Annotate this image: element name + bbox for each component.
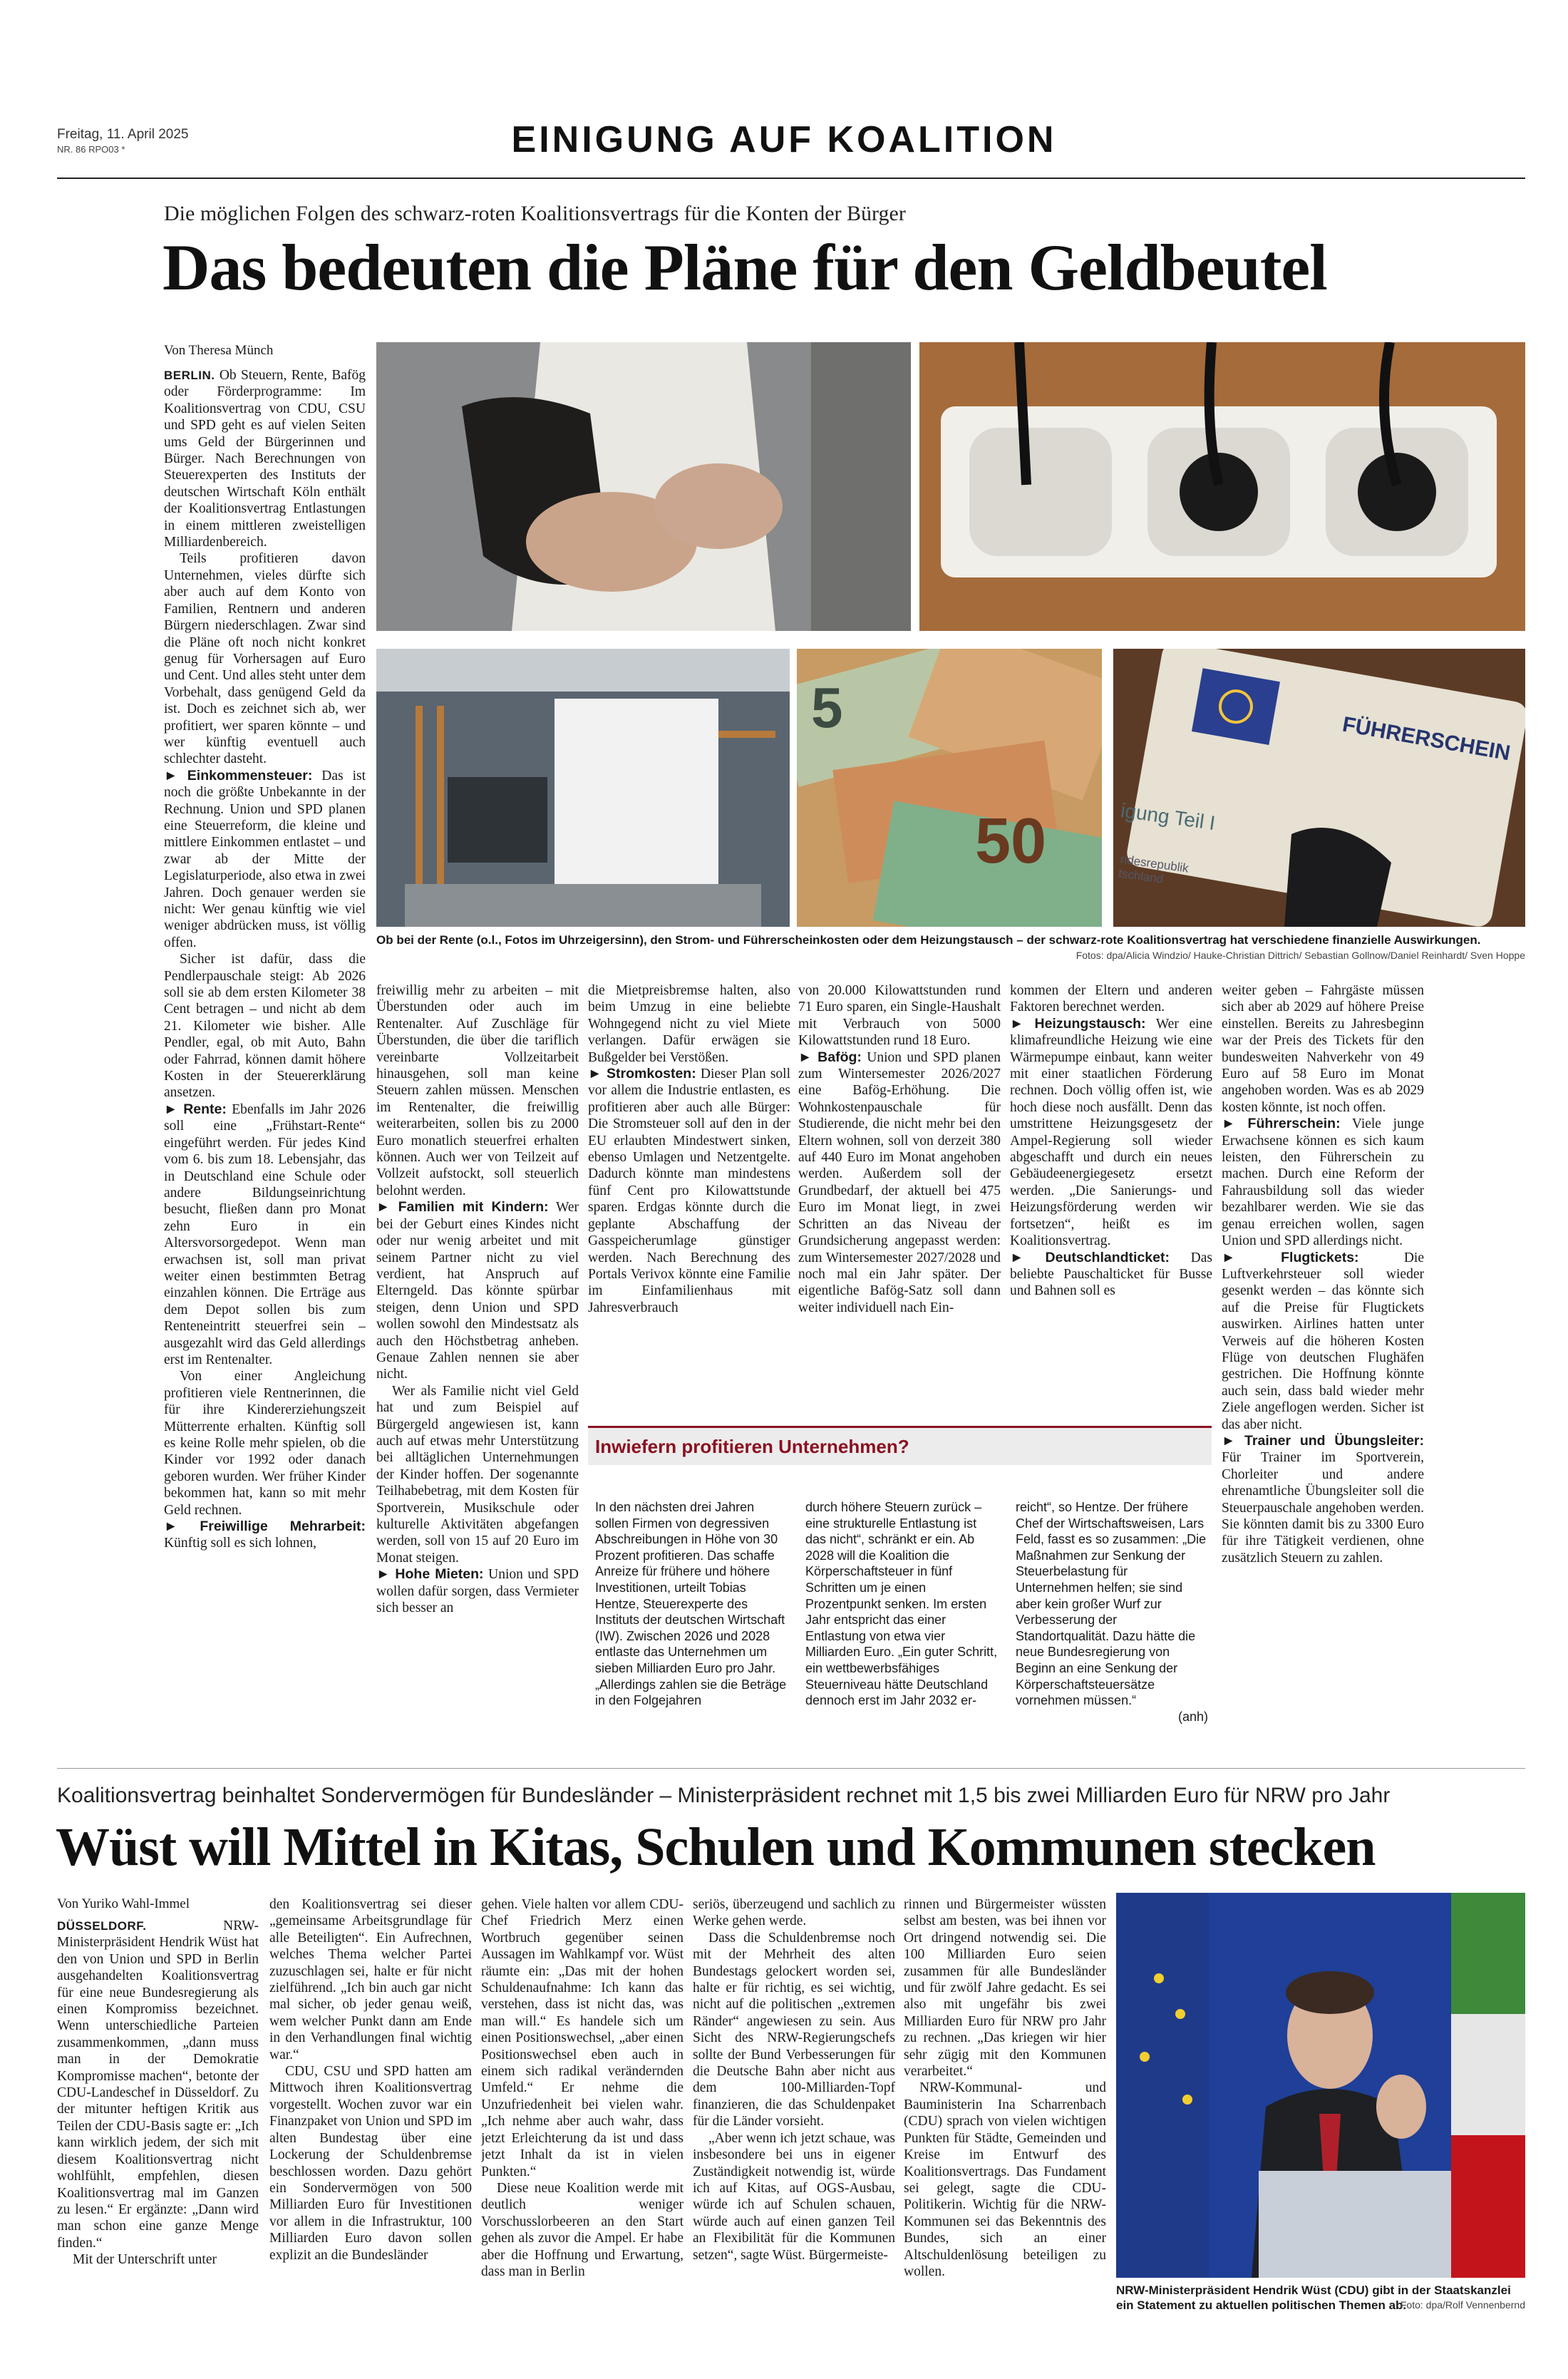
license-text: FÜHRERSCHEIN (1341, 712, 1512, 766)
header-rule (57, 178, 1525, 179)
paragraph: gehen. Viele halten vor allem CDU-Chef Friedrich Merz einen Wortbruch gegenüber seinen Aussagen im Wahlkampf vor. Wüst räumte ein: „Das mit der hohen Schuldenaufnahme: Ich kann das verstehen, dass ist nicht das, was man will.“ Es handele sich um einen Positionswechsel, „aber einen Positionswechsel eben auch in einem sich radikal verändernden Umfeld.“ Er nehme die Unzufriedenheit bei vielen wahr. „Ich nehme aber auch wahr, dass jetzt Erleichterung da ist und dass jetzt Inhalt da ist in vielen Punkten.“ (481, 1897, 684, 2179)
paragraph: Das ist noch die größte Unbekannte in der Rechnung. Union und SPD planen eine Steuerreform, die kleine und mittlere Einkommen entlastet – und zwar ab der Mitte der Legislaturperiode, also etwa in zwei Jahren. Doch genauer werden sie nicht: Wer genau künftig wie viel weniger abdrücken muss, ist völlig offen. (164, 768, 366, 950)
photo-banknotes (797, 649, 1102, 927)
license-text-2: igung Teil I (1119, 798, 1217, 835)
photo-license (1113, 649, 1525, 927)
paragraph: Für Trainer im Sportverein, Chorleiter und andere ehrenamtliche Übungsleiter soll die Steuerpauschale angehoben werden. Sie könnten damit bis zu 3300 Euro für ihre Tätigkeit verdienen, ohne zusätzlich Steuern zu zahlen. (1222, 1450, 1424, 1566)
article1-column-4 (798, 982, 1001, 1410)
photo-wallet (376, 342, 911, 631)
subhead: ► Bafög: (798, 1049, 862, 1065)
article2-column-4 (693, 1896, 895, 2324)
paragraph: Die Luftverkehrsteuer soll wieder gesenkt werden – das könnte sich auf die Preise für Flugtickets auswirken. Airlines hatten unter Verweis auf die höheren Kosten Flüge von deutschen Flughäfen gestrichen. Die Hoffnung könnte auch sein, dass bald wieder mehr Ziele angeflogen werden. Sicher ist das aber nicht. (1222, 1250, 1424, 1432)
paragraph: Wer bei der Geburt eines Kindes nicht oder nur wenig arbeitet und mit seinem Partner nicht zu viel verdient, hat Anspruch auf Elterngeld. Das könnte spürbar steigen, denn Union und SPD wollen sowohl den Mindestsatz als auch den Höchstbetrag anheben. Genaue Zahlen nennen sie aber nicht. (376, 1200, 579, 1382)
photo-credit: Fotos: dpa/Alicia Windzio/ Hauke-Christian Dittrich/ Sebastian Gollnow/Daniel Reinhardt/ Sven Hoppe (1076, 950, 1525, 961)
article2-column-5 (904, 1896, 1106, 2324)
article1-column-1 (164, 367, 366, 1754)
svg-text:50: 50 (975, 806, 1047, 877)
subhead: ► Führerschein: (1222, 1116, 1341, 1132)
author-initials: (anh) (1177, 1709, 1208, 1724)
license-text-3: ndesrepublik tschland (1118, 852, 1190, 886)
article2-column-2 (269, 1896, 472, 2324)
paragraph: Das beliebte Pauschalticket für Busse und Bahnen soll es (1010, 1250, 1212, 1299)
subhead: ► Einkommensteuer: (164, 767, 313, 783)
subhead: ► Flugtickets: (1222, 1249, 1359, 1265)
info-box-title: Inwiefern profitieren Unternehmen? (588, 1428, 1212, 1465)
paragraph: Dass die Schuldenbremse noch mit der Mehrheit des alten Bundestags gelockert worden sei, halte er für richtig, es sei wichtig, nicht auf die politischen „extremen Ränder“ angewiesen zu sein. Aus Sicht des NRW-Regierungschefs sollte der Bund Verbesserungen für die Deutsche Bahn aber nicht aus dem 100-Milliarden-Topf finanzieren, die das Schuldenpaket für die Länder vorsieht. (693, 1930, 895, 2129)
article2-column-1 (57, 1918, 259, 2324)
paragraph: weiter geben – Fahrgäste müssen sich aber ab 2029 auf höhere Preise einstellen. Bereits zu Jahresbeginn war der Preis des Tickets für den bundesweiten Nahverkehr von 49 Euro auf 58 Euro im Monat angehoben worden. Was es ab 2029 kosten könnte, ist noch offen. (1222, 983, 1424, 1115)
article1-column-5 (1010, 982, 1212, 1410)
photo-wuest-credit: Foto: dpa/Rolf Vennenbernd (1400, 2299, 1525, 2311)
paragraph: Teils profitieren davon Unternehmen, vieles dürfte sich aber auch auf dem Konto von Familien, Rentnern und anderen Bürgern niederschlagen. Zwar sind die Pläne oft noch nicht konkret genug für Vorhersagen auf Euro und Cent. Und alles steht unter dem Vorbehalt, dass genügend Geld da ist. Doch es zeichnet sich ab, wer profitiert, wer sparen könnte – und wer künftig eventuell auch schlechter dasteht. (164, 551, 366, 767)
article-separator (57, 1768, 1525, 1769)
paragraph: die Mietpreisbremse halten, also beim Umzug in eine beliebte Wohngegend nicht zu viel Miete verlangen. Dafür erwägen sie Bußgelder bei Verstößen. (588, 983, 790, 1065)
paragraph: Ebenfalls im Jahr 2026 soll eine „Frühstart-Rente“ eingeführt werden. Für jedes Kind vom 6. bis zum 18. Lebensjahr, das in Deutschland eine Schule oder andere Bildungseinrichtung besucht, fließen dann pro Monat zehn Euro in ein Altersvorsorgedepot. Wenn man erwachsen ist, soll man privat weiter einen bestimmten Betrag einzahlen können. Die Erträge aus dem Depot sollen bis zum Renteneintritt steuerfrei sein – ausgezahlt wird das Geld allerdings erst im Rentenalter. (164, 1101, 366, 1367)
paragraph: seriös, überzeugend und sachlich zu Werke gehen werde. (693, 1897, 895, 1929)
info-box-column-3 (1016, 1499, 1208, 1756)
paragraph: „Aber wenn ich jetzt schaue, was insbesondere bei uns in eigener Zuständigkeit notwendig ist, würde ich auf Kitas, auf OGS-Ausbau, würde ich auf Schulen schauen, würde auch auf einen ganzen Teil an Flexibilität für die Kommunen setzen“, sagte Wüst. Bürgermeiste- (693, 2130, 895, 2263)
paragraph: Sicher ist dafür, dass die Pendlerpauschale steigt: Ab 2026 soll sie ab dem ersten Kilometer 38 Cent betragen – und nicht ab dem 21. Kilometer wie bisher. Alle Pendler, egal, ob mit Auto, Bahn oder Fahrrad, können damit höhere Kosten in der Steuererklärung ansetzen. (164, 952, 366, 1101)
subhead: ► Hohe Mieten: (376, 1566, 484, 1583)
paragraph: kommen der Eltern und anderen Faktoren berechnet werden. (1010, 983, 1212, 1015)
paragraph: NRW-Kommunal- und Bauministerin Ina Scharrenbach (CDU) sprach von vielen wichtigen Punkten für Städte, Gemeinden und Kreise im Entwurf des Koalitionsvertrags. Das Fundament sei gelegt, sagte die CDU-Politikerin. Wichtig für die NRW-Kommunen sei das Bekenntnis des Bundes, sich an einer Altschuldenlösung beteiligen zu wollen. (904, 2080, 1106, 2279)
paragraph: Ob Steuern, Rente, Bafög oder Förderprogramme: Im Koalitionsvertrag von CDU, CSU und SPD geht es auf vielen Seiten ums Geld der Bürgerinnen und Bürger. Nach Berechnungen von Steuerexperten des Instituts der deutschen Wirtschaft Köln enthält der Koalitionsvertrag Entlastungen in einem mittleren zweistelligen Milliardenbereich. (164, 368, 366, 550)
subhead: ► Stromkosten: (588, 1066, 696, 1082)
issue-edition: NR. 86 RPO03 * (57, 144, 125, 155)
paragraph: den Koalitionsvertrag sei dieser „gemeinsame Arbeitsgrundlage für alle Beteiligten“. Ein Aufrechnen, welches Thema welcher Partei zuzuschlagen sei, halte er für nicht zielführend. „Ich bin auch gar nicht mal sicher, ob jeder genau weiß, wem welcher Punkt dann am Ende in den Verhandlungen final wichtig war.“ (269, 1897, 472, 2062)
photo-wuest-caption: NRW-Ministerpräsident Hendrik Wüst (CDU) gibt in der Staatskanzlei ein Statement zu aktuellen politischen Themen ab. (1116, 2283, 1511, 2312)
info-box-column-1: In den nächsten drei Jahren sollen Firmen von degressiven Abschreibungen in Höhe von 30 Prozent profitieren. Das schaffe Anreize für frühere und höhere Investitionen, urteilt Tobias Hentze, Steuerexperte des Instituts der deutschen Wirtschaft (IW). Zwischen 2026 und 2028 entlaste das Unternehmen um sieben Milliarden Euro pro Jahr. „Allerdings zahlen sie die Beträge in den Folgejahren (595, 1500, 787, 1708)
issue-date: Freitag, 11. April 2025 (57, 127, 189, 142)
paragraph: Künftig soll es sich lohnen, (164, 1536, 316, 1551)
article2-headline: Wüst will Mittel in Kitas, Schulen und Kommunen stecken (56, 1817, 1376, 1877)
section-title: EINIGUNG AUF KOALITION (511, 119, 1057, 160)
paragraph: Diese neue Koalition werde mit deutlich weniger Vorschusslorbeeren an den Start gehen als zuvor die Ampel. Er habe aber die Hoffnung und Erwartung, dass man in Berlin (481, 2180, 684, 2279)
subhead: ► Freiwillige Mehrarbeit: (164, 1519, 366, 1535)
paragraph: NRW-Ministerpräsident Hendrik Wüst hat den von Union und SPD in Berlin ausgehandelten Koalitionsvertrag für eine neue Bundesregierung als einen Kompromiss bezeichnet. Wenn unterschiedliche Parteien zusammenkommen, „dann muss man in der Demokratie Kompromisse machen“, betonte der CDU-Landeschef in Düsseldorf. Zu der mitunter heftigen Kritik aus Teilen der CDU-Basis sagte er: „Ich kann wirklich jedem, der sich mit diesem Koalitionsvertrag nicht wohlfühlt, empfehlen, diesen Koalitionsvertrag mal im Ganzen zu lesen.“ Er ergänzte: „Dann wird man schon eine ganze Menge finden.“ (57, 1918, 259, 2251)
paragraph: Union und SPD planen zum Wintersemester 2026/2027 eine Bafög-Erhöhung. Die Wohnkostenpauschale für Studierende, die nicht mehr bei den Eltern wohnen, soll von derzeit 380 auf 440 Euro im Monat angehoben werden. Außerdem soll der Grundbedarf, der aktuell bei 475 Euro im Monat liegt, in zwei Schritten an das Niveau der Grundsicherung angepasst werden: zum Wintersemester 2027/2028 und noch mal ein Jahr später. Der eigentliche Bafög-Satz soll dann weiter individuell nach Ein- (798, 1049, 1001, 1315)
photo-heating (376, 649, 790, 927)
article2-byline: Von Yuriko Wahl-Immel (57, 1896, 190, 1911)
subhead: ► Deutschlandticket: (1010, 1249, 1170, 1265)
paragraph: Mit der Unterschrift unter (73, 2252, 217, 2268)
paragraph: Viele junge Erwachsene können es sich kaum leisten, den Führerschein zu machen. Durch eine Reform der Fahrausbildung soll das wieder bezahlbarer werden. Wie sie das genau erreichen wollen, sagen Union und SPD allerdings nicht. (1222, 1116, 1424, 1249)
dateline: BERLIN. (164, 369, 215, 382)
paragraph: CDU, CSU und SPD hatten am Mittwoch ihren Koalitionsvertrag vorgestellt. Wochen zuvor war ein Finanzpaket von Union und SPD im alten Bundestag über eine Lockerung der Schuldenbremse beschlossen worden. Dazu gehört ein Sondervermögen von 500 Milliarden Euro für Investitionen vor allem in die Infrastruktur, 100 Milliarden Euro davon sollen explizit an die Bundesländer (269, 2064, 472, 2263)
photo-wuest (1116, 1893, 1525, 2278)
info-box (588, 1426, 1212, 1754)
paragraph: Wer eine klimafreundliche Heizung wie eine Wärmepumpe einbaut, kann weiter mit einer staatlichen Förderung rechnen. Doch völlig offen ist, wie hoch diese noch ausfällt. Denn das umstrittene Heizungsgesetz der Ampel-Regierung soll wieder abgeschafft und durch ein neues Gebäudeenergiegesetz ersetzt werden. „Die Sanierungs- und Heizungsförderung werden wir fortsetzen“, heißt es im Koalitionsvertrag. (1010, 1016, 1212, 1249)
subhead: ► Trainer und Übungsleiter: (1222, 1432, 1424, 1449)
article1-column-3 (588, 982, 790, 1410)
article1-column-6 (1222, 982, 1424, 1754)
article2-column-3 (481, 1896, 684, 2324)
paragraph: rinnen und Bürgermeister wüssten selbst am besten, was bei ihnen vor Ort dringend notwendig sei. Die 100 Milliarden Euro seien zusammen für alle Bundesländer und für zwölf Jahre gedacht. Es sei also mit ungefähr bis zwei Milliarden Euro für NRW pro Jahr zu rechnen. „Das kriegen wir hier sehr zügig mit den Kommunen verarbeitet.“ (904, 1897, 1106, 2080)
paragraph: freiwillig mehr zu arbeiten – mit Überstunden oder auch im Rentenalter. Auf Zuschläge für Überstunden, die über die tariflich vereinbarte Vollzeitarbeit hinausgehen, soll man keine Steuern zahlen müssen. Menschen im Rentenalter, die freiwillig weiterarbeiten, sollen bis zu 2000 Euro monatlich steuerfrei erhalten können. Auch wer von Teilzeit auf Vollzeit aufstockt, soll steuerlich belohnt werden. (376, 983, 579, 1198)
article1-column-2 (376, 982, 579, 1754)
info-box-column-2: durch höhere Steuern zurück – eine strukturelle Entlastung ist das nicht“, schränkt er ein. Ab 2028 will die Koalition die Körperschaftsteuer in fünf Schritten um je einen Prozentpunkt senken. Im ersten Jahr entspricht das einer Entlastung von etwa vier Milliarden Euro. „Ein guter Schritt, ein wettbewerbsfähiges Steuerniveau hätte Deutschland dennoch erst im Jahr 2032 er- (805, 1500, 998, 1708)
paragraph: Dieser Plan soll vor allem die Industrie entlasten, es profitieren aber auch alle Bürger: Die Stromsteuer soll auf den in der EU erlaubten Mindestwert sinken, ebenso Umlagen und Netzentgelte. Dadurch könnte man mindestens fünf Cent pro Kilowattstunde sparen. Erdgas könnte durch die geplante Abschaffung der Gasspeicherumlage günstiger werden. Nach Berechnung des Portals Verivox könnte eine Familie im Einfamilienhaus mit Jahresverbrauch (588, 1067, 790, 1315)
paragraph: Wer als Familie nicht viel Geld hat und zum Beispiel auf Bürgergeld angewiesen ist, kann auch auf etwas mehr Unterstützung bei alltäglichen Unternehmungen der Kinder hoffen. Der sogenannte Teilhabebetrag, mit dem Kosten für Sportverein, Musikschule oder kulturelle Aktivitäten abgefangen werden, soll von 15 auf 20 Euro im Monat steigen. (376, 1383, 579, 1566)
article1-headline: Das bedeuten die Pläne für den Geldbeutel (163, 231, 1327, 304)
paragraph: reicht“, so Hentze. Der frühere Chef der Wirtschaftsweisen, Lars Feld, fasst es so zusammen: „Die Maßnahmen zur Senkung der Steuerbelastung für Unternehmen helfen; sie sind aber kein großer Wurf zur Verbesserung der Standortqualität. Dazu hätte die neue Bundesregierung von Beginn an eine Senkung der Körperschaftsteuersätze vornehmen müssen.“ (1016, 1500, 1207, 1708)
article1-kicker: Die möglichen Folgen des schwarz-roten Koalitionsvertrags für die Konten der Bürger (164, 202, 906, 225)
paragraph: von 20.000 Kilowattstunden rund 71 Euro sparen, ein Single-Haushalt mit Verbrauch von 5000 Kilowattstunden rund 18 Euro. (798, 983, 1001, 1049)
subhead: ► Heizungstausch: (1010, 1015, 1146, 1032)
article1-byline: Von Theresa Münch (164, 343, 274, 358)
photo-power-strip (919, 342, 1525, 631)
subhead: ► Familien mit Kindern: (376, 1199, 549, 1216)
subhead: ► Rente: (164, 1101, 227, 1117)
svg-text:5: 5 (811, 676, 843, 739)
paragraph: Union und SPD wollen dafür sorgen, dass Vermieter sich besser an (376, 1567, 579, 1616)
article2-kicker: Koalitionsvertrag beinhaltet Sondervermögen für Bundesländer – Ministerpräsident rechnet mit 1,5 bis zwei Milliarden Euro für NRW pro Jahr (57, 1784, 1391, 1807)
paragraph: Von einer Angleichung profitieren viele Rentnerinnen, die für ihre Kindererziehungszeit Mütterrente erhalten. Künftig soll es keine Rolle mehr spielen, ob die Kinder vor 1992 oder danach geboren wurden. Wer früher Kinder bekommen hat, kann so mit mehr Geld rechnen. (164, 1369, 366, 1518)
photo-caption: Ob bei der Rente (o.l., Fotos im Uhrzeigersinn), den Strom- und Führerscheinkosten oder dem Heizungstausch – der schwarz-rote Koalitionsvertrag hat verschiedene finanzielle Auswirkungen. (376, 933, 1481, 947)
dateline: DÜSSELDORF. (57, 1919, 147, 1933)
